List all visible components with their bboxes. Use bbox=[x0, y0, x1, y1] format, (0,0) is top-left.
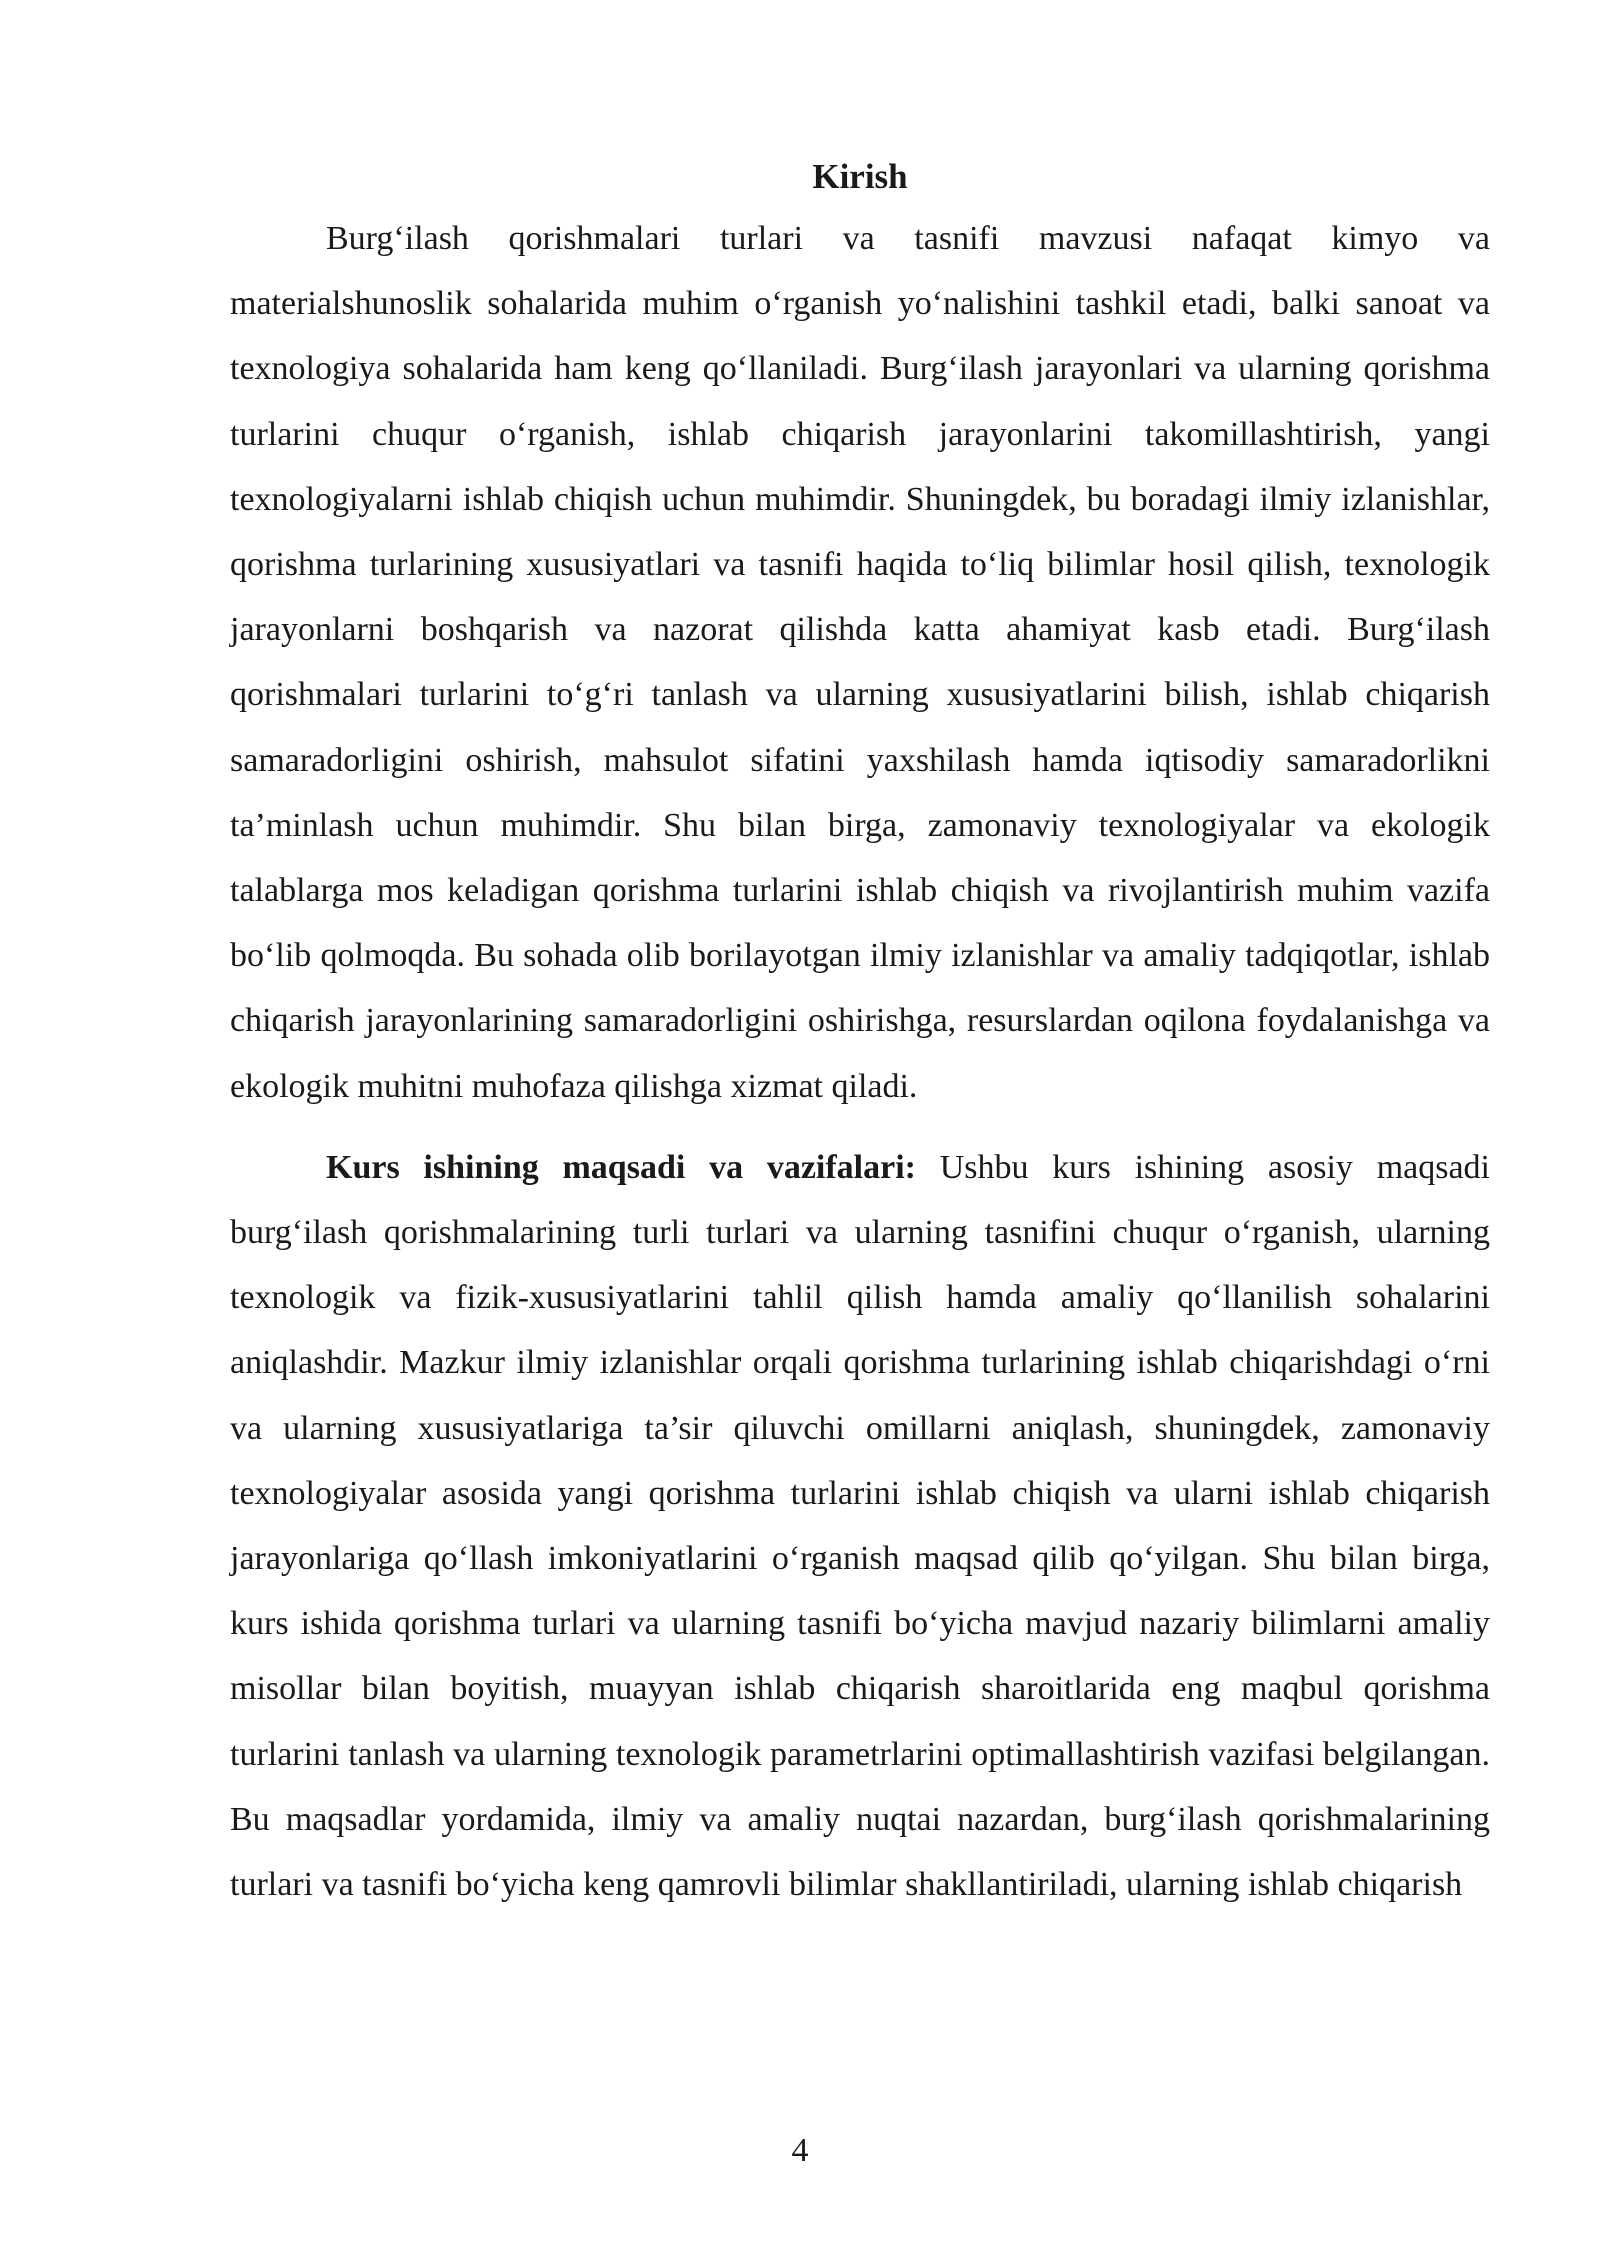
objectives-text: Ushbu kurs ishining asosiy maqsadi burg‘ilash qorishmalarining turli turlari va ularning tasnifini chuqur o‘rganish, ularning texnologik va fizik-xususiyatlarini tahlil qilish hamda amaliy qo‘llanilish sohalarini aniqlashdir. Mazkur ilmiy izlanishlar orqali qorishma turlarining ishlab chiqarishdagi o‘rni va ularning xususiyatlariga ta’sir qiluvchi omillarni aniqlash, shuningdek, zamonaviy texnologiyalar asosida yangi qorishma turlarini ishlab chiqish va ularni ishlab chiqarish jarayonlariga qo‘llash imkoniyatlarini o‘rganish maqsad qilib qo‘yilgan. Shu bilan birga, kurs ishida qorishma turlari va ularning tasnifi bo‘yicha mavjud nazariy bilimlarni amaliy misollar bilan boyitish, muayyan ishlab chiqarish sharoitlarida eng maqbul qorishma turlarini tanlash va ularning texnologik parametrlarini optimallashtirish vazifasi belgilangan. Bu maqsadlar yordamida, ilmiy va amaliy nuqtai nazardan, burg‘ilash qorishmalarining turlari va tasnifi bo‘yicha keng qamrovli bilimlar shakllantiriladi, ularning ishlab chiqarish bbox=[230, 1148, 1490, 1904]
introduction-paragraph: Burg‘ilash qorishmalari turlari va tasnifi mavzusi nafaqat kimyo va materialshunoslik sohalarida muhim o‘rganish yo‘nalishini tashkil etadi, balki sanoat va texnologiya sohalarida ham keng qo‘llaniladi. Burg‘ilash jarayonlari va ularning qorishma turlarini chuqur o‘rganish, ishlab chiqarish jarayonlarini takomillashtirish, yangi texnologiyalarni ishlab chiqish uchun muhimdir. Shuningdek, bu boradagi ilmiy izlanishlar, qorishma turlarining xususiyatlari va tasnifi haqida to‘liq bilimlar hosil qilish, texnologik jarayonlarni boshqarish va nazorat qilishda katta ahamiyat kasb etadi. Burg‘ilash qorishmalari turlarini to‘g‘ri tanlash va ularning xususiyatlarini bilish, ishlab chiqarish samaradorligini oshirish, mahsulot sifatini yaxshilash hamda iqtisodiy samaradorlikni ta’minlash uchun muhimdir. Shu bilan birga, zamonaviy texnologiyalar va ekologik talablarga mos keladigan qorishma turlarini ishlab chiqish va rivojlantirish muhim vazifa bo‘lib qolmoqda. Bu sohada olib borilayotgan ilmiy izlanishlar va amaliy tadqiqotlar, ishlab chiqarish jarayonlarining samaradorligini oshirishga, resurslardan oqilona foydalanishga va ekologik muhitni muhofaza qilishga xizmat qiladi. bbox=[230, 220, 1490, 1105]
section-title: Kirish bbox=[812, 157, 908, 196]
page-number: 4 bbox=[791, 2132, 809, 2169]
objectives-heading: Kurs ishining maqsadi va vazifalari: bbox=[326, 1148, 916, 1186]
objectives-paragraph bbox=[230, 1135, 1490, 1917]
page-content bbox=[230, 150, 1490, 1917]
